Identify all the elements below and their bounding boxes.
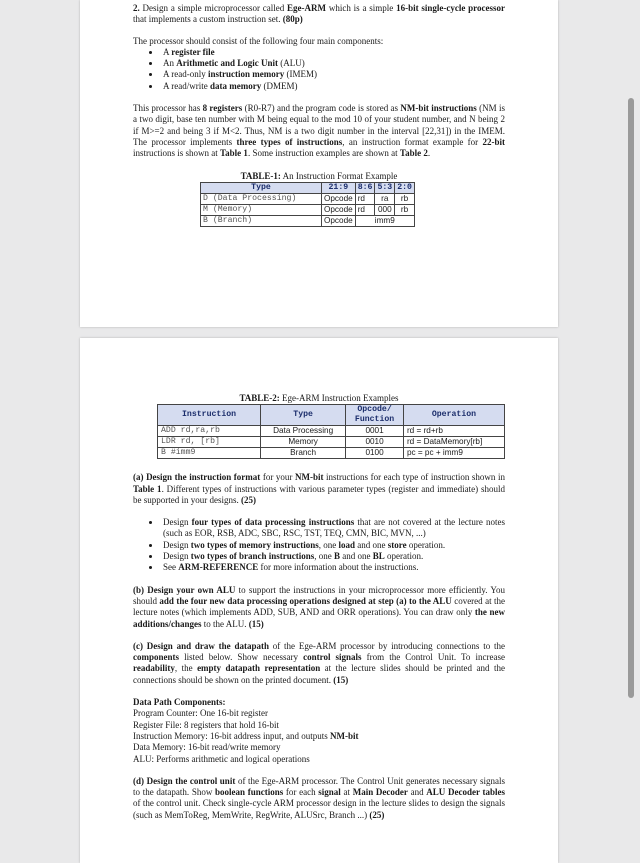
scrollbar[interactable]	[628, 98, 634, 698]
question-2-title: 2. Design a simple microprocessor called Ege-ARM which is a simple 16-bit single-cycle processor that implements a custom instruction set. (80p)	[133, 3, 505, 25]
list-item: • Design two types of branch instructions, one B and one BL operation.	[161, 551, 505, 562]
datapath-components	[133, 697, 505, 765]
list-item: • Design two types of memory instructions, one load and one store operation.	[161, 540, 505, 551]
document-page-1	[80, 0, 558, 327]
list-item: • A read-only instruction memory (IMEM)	[161, 69, 505, 80]
table-1-caption: TABLE-1: An Instruction Format Example	[240, 170, 398, 181]
col-header-instruction: Instruction	[158, 405, 261, 426]
list-item: Data Memory: 16-bit read/write memory	[133, 742, 281, 753]
page-1-content	[133, 3, 505, 227]
table-header-row	[201, 182, 415, 193]
page-2-content	[133, 393, 505, 821]
components-intro: The processor should consist of the following four main components:	[133, 35, 384, 46]
part-c-text: (c) Design and draw the datapath of the Ege-ARM processor by introducing connections to the components listed below. Show necessary control signals from the Control Unit. To increase readability, the empty datapath representation at the lecture slides should be printed and the connections should be shown on the printed document. (15)	[133, 640, 506, 685]
col-header-type: Type	[201, 182, 322, 193]
list-item: • An Arithmetic and Logic Unit (ALU)	[161, 58, 505, 69]
components-list	[133, 47, 505, 92]
col-header-type: Type	[261, 405, 346, 426]
col-header-bits: 2:0	[395, 182, 415, 193]
part-d-text: (d) Design the control unit of the Ege-ARM processor. The Control Unit generates necessary signals to the datapath. Show boolean functions for each signal at Main Decoder and ALU Decoder tables of the control unit. Check single-cycle ARM processor design in the lecture slides to design the signals (such as MemToReg, MemWrite, RegWrite, ALUSrc, Branch ...) (25)	[133, 775, 506, 820]
list-item: Program Counter: One 16-bit register	[133, 708, 268, 719]
table-1-instruction-format	[200, 182, 415, 227]
list-item: • Design four types of data processing instructions that are not covered at the lecture notes (such as EOR, RSB, ADC, SBC, RSC, TST, TEQ, CMN, BIC, MVN, ...)	[161, 517, 505, 540]
table-2-instruction-examples	[157, 404, 505, 459]
list-item: • See ARM-REFERENCE for more information about the instructions.	[161, 562, 505, 573]
col-header-bits: 5:3	[375, 182, 395, 193]
table-header-row	[158, 405, 505, 426]
list-item: Instruction Memory: 16-bit address input, and outputs NM-bit	[133, 730, 359, 741]
document-page-2	[80, 338, 558, 863]
list-item: Register File: 8 registers that hold 16-bit	[133, 719, 279, 730]
part-a-text: (a) Design the instruction format for your NM-bit instructions for each type of instruction shown in Table 1. Different types of instructions with various parameter types (register and immediate) should be supported in your designs. (25)	[133, 472, 505, 505]
col-header-opcode: Opcode/ Function	[346, 405, 404, 426]
processor-description: This processor has 8 registers (R0-R7) and the program code is stored as NM-bit instructions (NM is a two digit, base ten number with M being equal to the mod 10 of your student number, and N being 2 if M>=2 and being 3 if M<2. Thus, NM is a two digit number in the interval [22,31]) in the IMEM. The processor implements three types of instructions, an instruction format example for 22-bit instructions is shown at Table 1. Some instruction examples are shown at Table 2.	[133, 103, 505, 159]
table-2-caption: TABLE-2: Ege-ARM Instruction Examples	[239, 393, 399, 403]
table-row: B #imm9 Branch 0100 pc = pc + imm9	[158, 448, 505, 459]
table-row: M (Memory) Opcode rd 000 rb	[201, 204, 415, 215]
table-row: D (Data Processing) Opcode rd ra rb	[201, 193, 415, 204]
table-row: LDR rd, [rb] Memory 0010 rd = DataMemory[rb]	[158, 437, 505, 448]
col-header-bits: 21:9	[322, 182, 356, 193]
part-a-bullets	[133, 517, 505, 573]
table-row: ADD rd,ra,rb Data Processing 0001 rd = rd+rb	[158, 426, 505, 437]
table-row: B (Branch) Opcode imm9	[201, 215, 415, 226]
datapath-heading: Data Path Components:	[133, 697, 226, 708]
col-header-operation: Operation	[403, 405, 504, 426]
list-item: ALU: Performs arithmetic and logical operations	[133, 753, 310, 764]
part-b-text: (b) Design your own ALU to support the instructions in your microprocessor more efficiently. You should add the four new data processing operations designed at step (a) to the ALU covered at the lecture notes (which implements ADD, SUB, AND and ORR operations). You can draw only the new additions/changes to the ALU. (15)	[133, 584, 505, 629]
col-header-bits: 8:6	[355, 182, 375, 193]
list-item: • A register file	[161, 47, 505, 58]
list-item: • A read/write data memory (DMEM)	[161, 81, 505, 92]
